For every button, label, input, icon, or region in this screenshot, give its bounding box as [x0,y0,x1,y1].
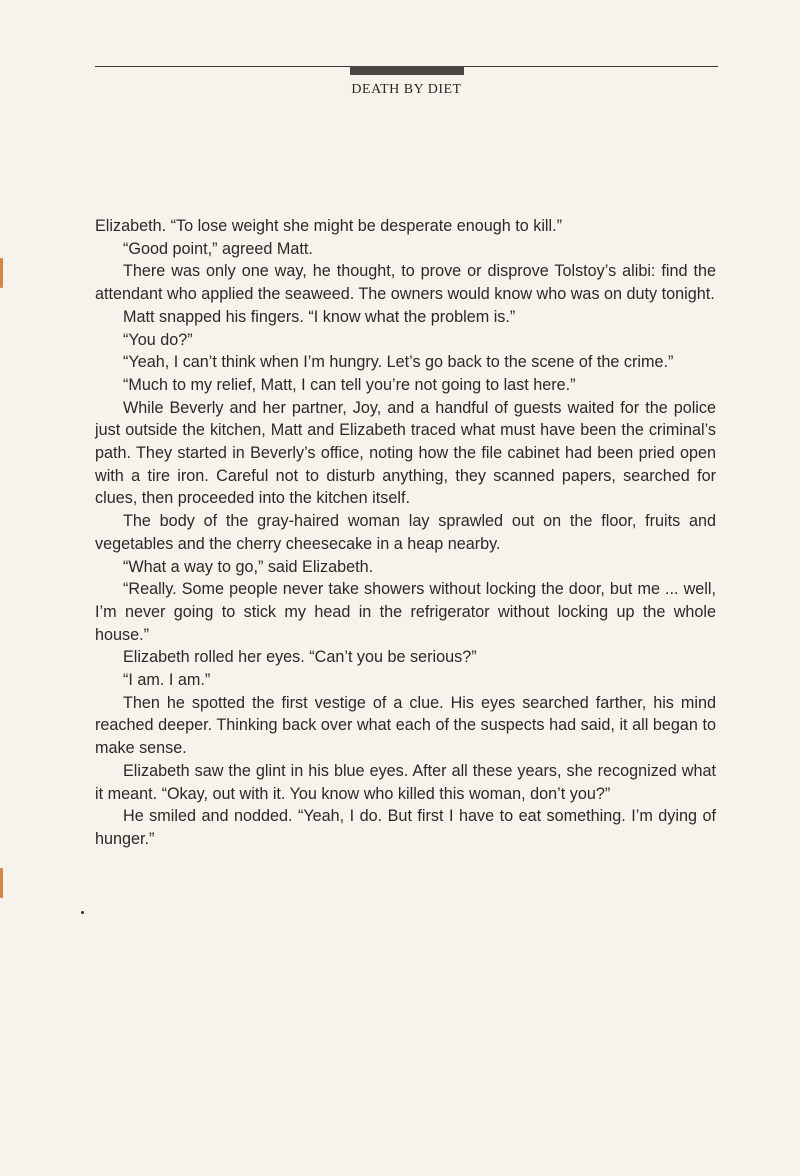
paragraph: Matt snapped his fingers. “I know what the problem is.” [123,307,516,326]
running-head: DEATH BY DIET [351,82,462,97]
paragraph: “Good point,” agreed Matt. [123,239,313,258]
paragraph: Elizabeth rolled her eyes. “Can’t you be serious?” [123,648,477,667]
paragraph: Then he spotted the first vestige of a clue. His eyes searched farther, his mind reached deeper. Thinking back over what each of the suspects had said, it all began to make sense. [95,693,716,758]
paragraph: Elizabeth saw the glint in his blue eyes. After all these years, she recognized what it meant. “Okay, out with it. You know who killed this woman, don’t you?” [95,761,716,803]
paragraph: “Really. Some people never take showers without locking the door, but me ... well, I’m never going to stick my head in the refrigerator without locking up the whole house.” [95,580,716,644]
paragraph: “Much to my relief, Matt, I can tell you’re not going to last here.” [123,375,576,394]
binding-mark [0,258,3,288]
paragraph: “What a way to go,” said Elizabeth. [123,557,374,576]
paragraph: “You do?” [123,330,193,349]
paragraph: Elizabeth. “To lose weight she might be desperate enough to kill.” [95,217,563,235]
header-bar [350,66,464,75]
paragraph: There was only one way, he thought, to prove or disprove Tolstoy’s alibi: find the attendant who applied the seaweed. The owners would know who was on duty tonight. [95,262,716,304]
paragraph: “Yeah, I can’t think when I’m hungry. Let’s go back to the scene of the crime.” [123,353,674,372]
binding-mark [0,868,3,898]
body-text [95,215,716,851]
ink-speck [81,911,84,914]
paragraph: The body of the gray-haired woman lay sprawled out on the floor, fruits and vegetables and the cherry cheesecake in a heap nearby. [95,512,716,553]
paragraph: “I am. I am.” [123,671,211,690]
paragraph: He smiled and nodded. “Yeah, I do. But first I have to eat something. I’m dying of hunger.” [95,807,716,848]
paragraph: While Beverly and her partner, Joy, and a handful of guests waited for the police just outside the kitchen, Matt and Elizabeth traced what must have been the criminal’s path. They started in Beverly’s office, noting how the file cabinet had been pried open with a tire iron. Careful not to disturb anything, they scanned papers, searched for clues, then proceeded into the kitchen itself. [95,398,716,508]
